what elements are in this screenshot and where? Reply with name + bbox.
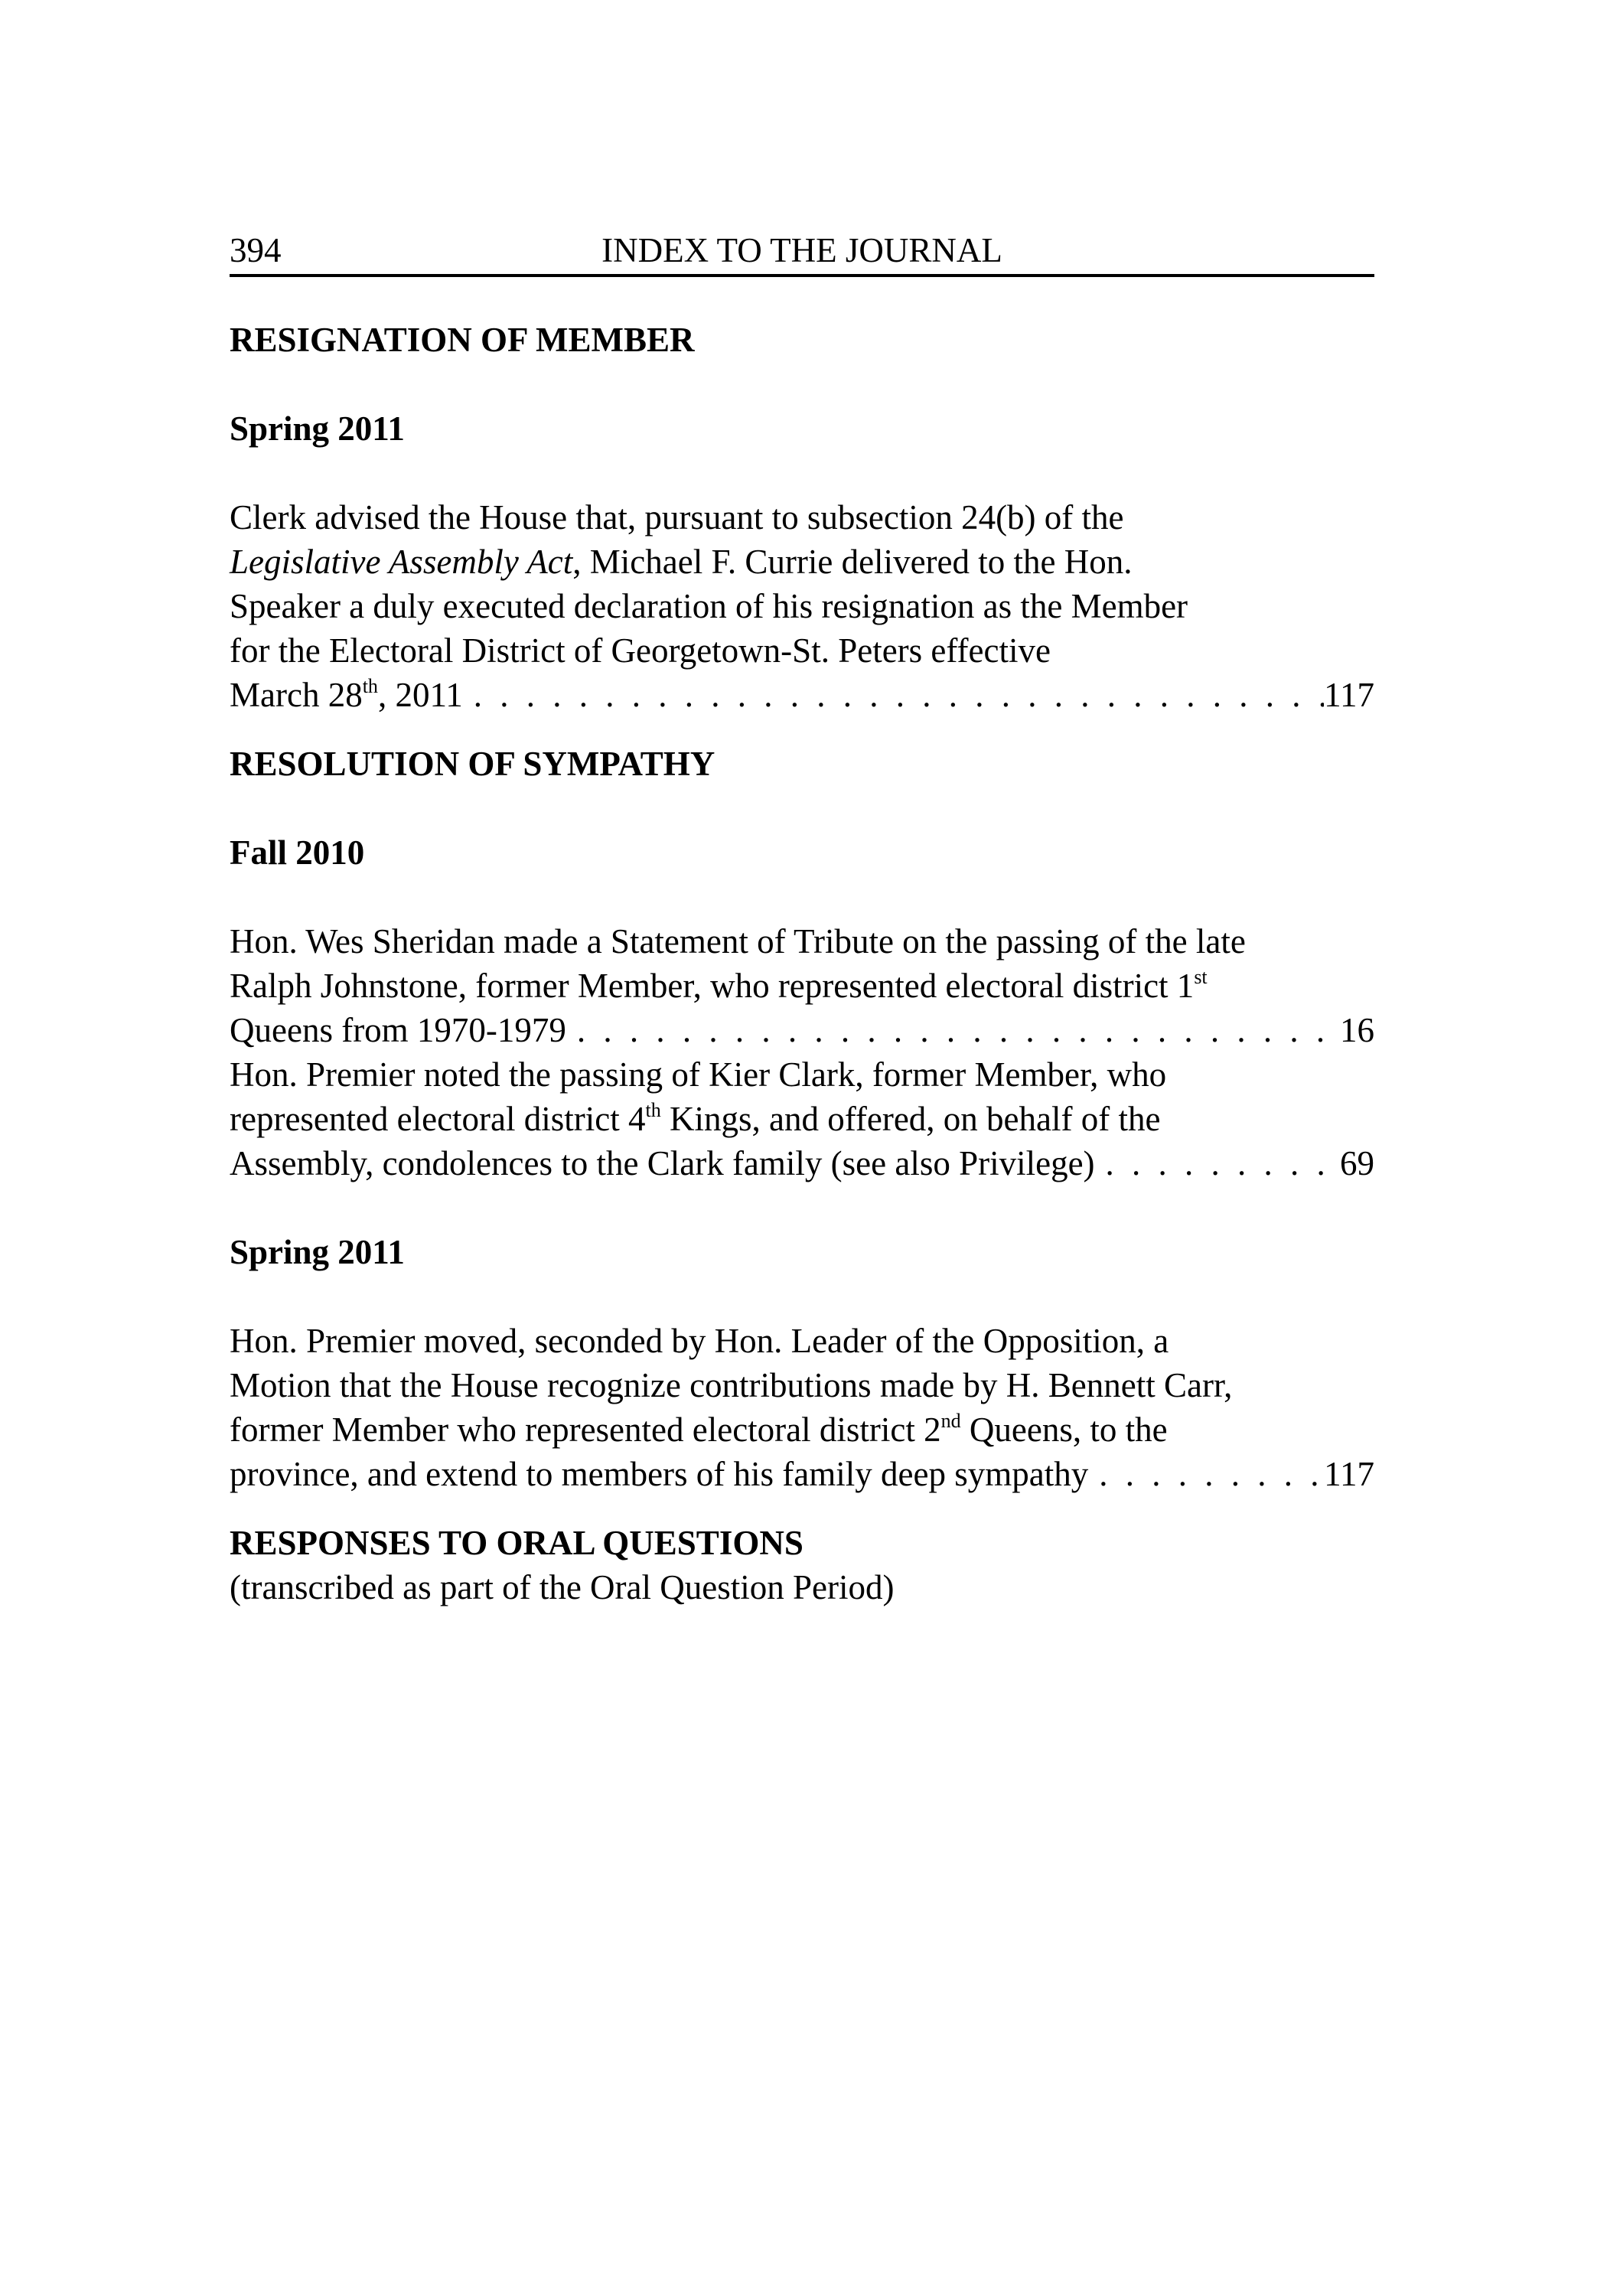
entry-leader-line: province, and extend to members of his family deep sympathy . . . 117 — [249, 1452, 1374, 1496]
section-heading-responses-to-oral-questions: RESPONSES TO ORAL QUESTIONS — [230, 1524, 804, 1562]
section-heading-resignation: RESIGNATION OF MEMBER — [230, 321, 695, 359]
entry-line: Hon. Premier moved, seconded by Hon. Leader of the Opposition, a — [230, 1322, 1169, 1360]
entry-line: for the Electoral District of Georgetown-St. Peters effective — [230, 631, 1051, 670]
entry-leader-line: Assembly, condolences to the Clark family (see also Privilege) . . . 69 — [249, 1141, 1374, 1186]
entry-line: former Member who represented electoral district 2nd Queens, to the — [230, 1410, 1168, 1449]
page-number: 394 — [230, 231, 282, 269]
session-heading-spring-2011: Spring 2011 — [230, 1233, 405, 1271]
running-header — [230, 230, 1374, 277]
section-heading-resolution-of-sympathy: RESOLUTION OF SYMPATHY — [230, 745, 715, 783]
header-title: INDEX TO THE JOURNAL — [601, 231, 1002, 269]
dot-leader — [463, 673, 1324, 717]
entry-line: Ralph Johnstone, former Member, who represented electoral district 1st — [230, 966, 1208, 1005]
entry-line: Clerk advised the House that, pursuant to subsection 24(b) of the — [230, 498, 1124, 536]
index-entry-carr-motion — [230, 1319, 1374, 1496]
page-reference: 69 — [1340, 1144, 1374, 1182]
entry-line: Hon. Premier noted the passing of Kier Clark, former Member, who — [230, 1055, 1167, 1094]
index-entry-johnstone-tribute — [230, 919, 1374, 1052]
entry-line: Hon. Wes Sheridan made a Statement of Tribute on the passing of the late — [230, 922, 1246, 960]
dot-leader — [1088, 1452, 1324, 1496]
page-reference: 117 — [1324, 1455, 1374, 1493]
entry-line: Speaker a duly executed declaration of his resignation as the Member — [230, 587, 1188, 625]
page-reference: 16 — [1340, 1011, 1374, 1049]
index-entry-clark-passing — [230, 1052, 1374, 1186]
session-heading-spring-2011: Spring 2011 — [230, 409, 405, 448]
section-note: (transcribed as part of the Oral Question Period) — [230, 1568, 895, 1606]
index-entry-currie-resignation — [230, 495, 1374, 717]
entry-line: represented electoral district 4th Kings, and offered, on behalf of the — [230, 1099, 1161, 1138]
session-heading-fall-2010: Fall 2010 — [230, 833, 365, 872]
index-page — [230, 230, 1374, 1609]
entry-leader-line: March 28th, 2011 . . . 117 — [249, 673, 1374, 717]
dot-leader — [1095, 1141, 1340, 1186]
entry-leader-line: Queens from 1970-1979 . . . 16 — [249, 1008, 1374, 1052]
dot-leader — [566, 1008, 1340, 1052]
act-title: Legislative Assembly Act — [230, 543, 573, 581]
page-reference: 117 — [1324, 676, 1374, 714]
entry-line: Motion that the House recognize contributions made by H. Bennett Carr, — [230, 1366, 1233, 1404]
entry-line: Legislative Assembly Act, Michael F. Currie delivered to the Hon. — [230, 543, 1133, 581]
